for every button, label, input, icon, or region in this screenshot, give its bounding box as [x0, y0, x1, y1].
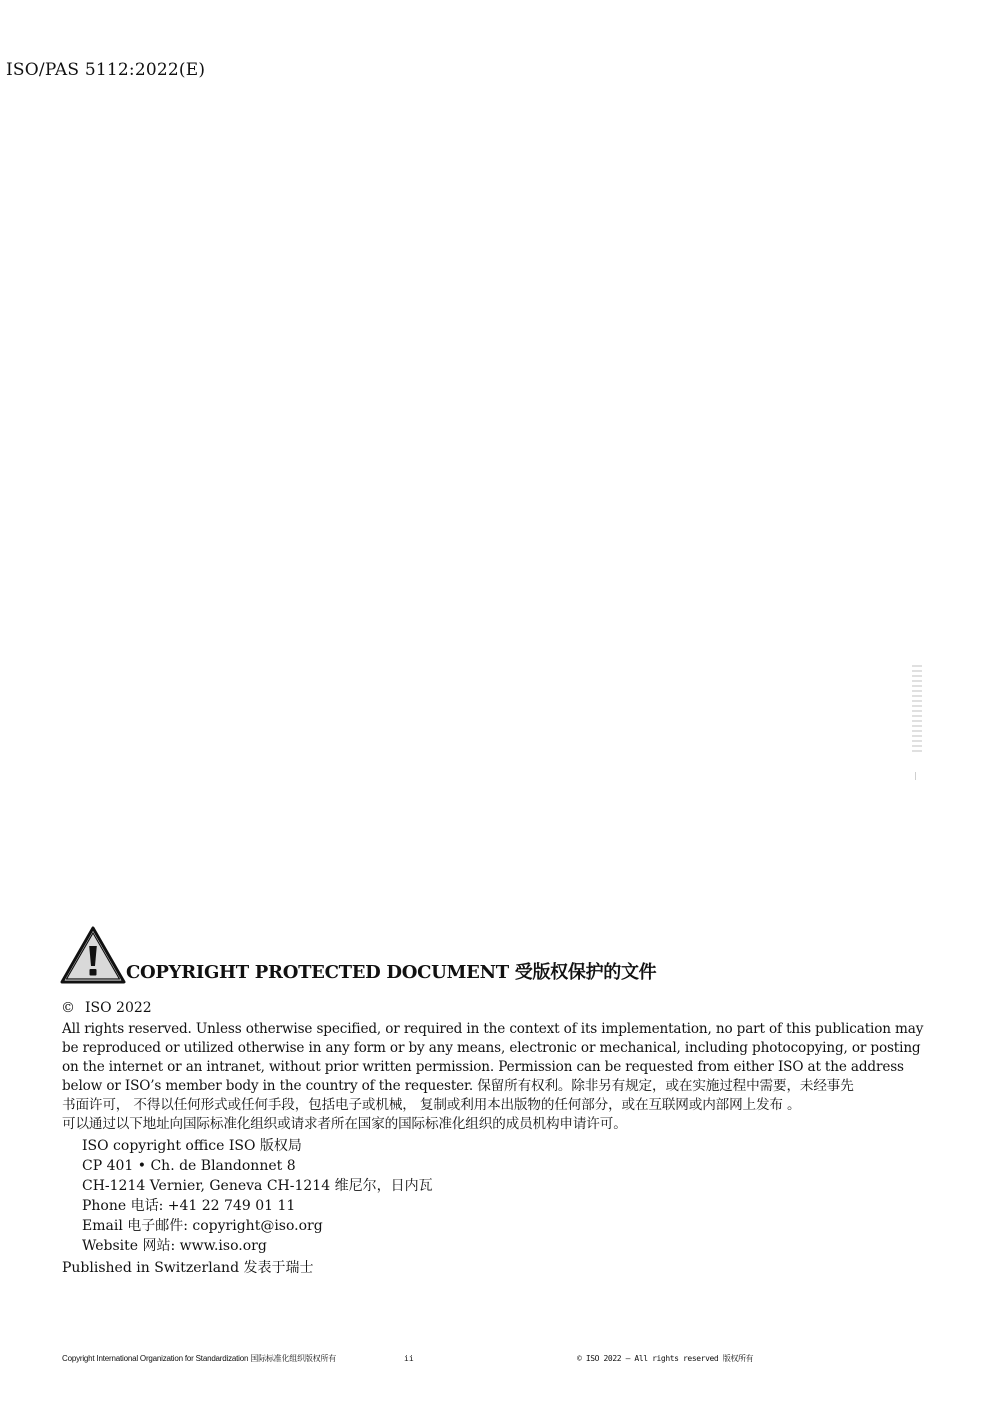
- footer-copyright: Copyright International Organization for Standardization 国际标准化组织版权所有: [62, 1354, 337, 1363]
- phone-number: Phone 电话: +41 22 749 01 11: [82, 1198, 296, 1214]
- published-location: Published in Switzerland 发表于瑞士: [62, 1260, 314, 1276]
- document-id: ISO/PAS 5112:2022(E): [6, 60, 206, 80]
- copyright-year: ISO 2022: [85, 1000, 152, 1016]
- copyright-office: ISO copyright office ISO 版权局: [82, 1138, 302, 1154]
- rights-line: below or ISO’s member body in the country of the requester. 保留所有权利。除非另有规定，或在实施过程中需要，未经事先: [62, 1078, 854, 1094]
- address-block: [82, 1136, 433, 1256]
- rights-line: 可以通过以下地址向国际标准化组织或请求者所在国家的国际标准化组织的成员机构申请许可。: [62, 1116, 627, 1132]
- email-address: Email 电子邮件: copyright@iso.org: [82, 1218, 323, 1234]
- rights-line: be reproduced or utilized otherwise in any form or by any means, electronic or mechanical, including photocopying, or posting: [62, 1040, 921, 1056]
- copyright-line: [61, 999, 152, 1017]
- rights-line: 书面许可， 不得以任何形式或任何手段，包括电子或机械， 复制或利用本出版物的任何部分，或在互联网或内部网上发布 。: [62, 1097, 801, 1113]
- margin-scan-mark: [912, 665, 922, 755]
- rights-line: on the internet or an intranet, without prior written permission. Permission can be requested from either ISO at the address: [62, 1059, 904, 1075]
- margin-tick-mark: [915, 772, 916, 780]
- city-address: CH-1214 Vernier, Geneva CH-1214 维尼尔，日内瓦: [82, 1178, 433, 1194]
- rights-paragraph: [62, 1020, 924, 1134]
- rights-line: All rights reserved. Unless otherwise specified, or required in the context of its implementation, no part of this publication may: [62, 1021, 924, 1037]
- postal-address: CP 401 • Ch. de Blandonnet 8: [82, 1158, 296, 1174]
- footer-page-number: ii: [404, 1354, 414, 1363]
- website-address: Website 网站: www.iso.org: [82, 1238, 267, 1254]
- copyright-heading: [60, 924, 656, 984]
- warning-icon: [60, 926, 126, 984]
- footer-rights: © ISO 2022 – All rights reserved 版权所有: [577, 1354, 754, 1363]
- copyright-symbol: ©: [61, 1000, 75, 1016]
- copyright-heading-text: COPYRIGHT PROTECTED DOCUMENT 受版权保护的文件: [126, 962, 657, 983]
